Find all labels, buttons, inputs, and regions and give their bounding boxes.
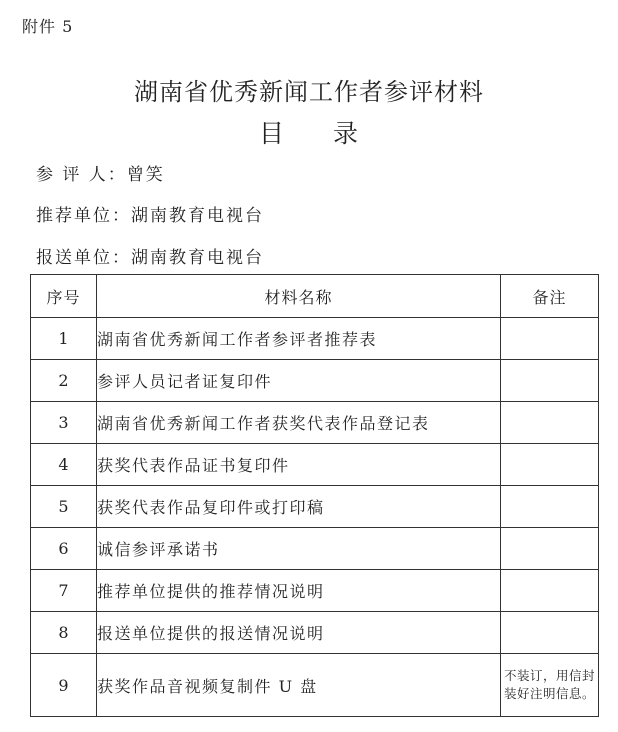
row-no: 1 [31,318,97,360]
row-name: 获奖代表作品复印件或打印稿 [97,486,501,528]
row-name: 获奖代表作品证书复印件 [97,444,501,486]
row-no: 9 [31,654,97,717]
row-no: 8 [31,612,97,654]
participant-value: 曾笑 [126,165,165,185]
table-row [31,654,599,717]
row-name: 参评人员记者证复印件 [97,360,501,402]
row-name: 湖南省优秀新闻工作者获奖代表作品登记表 [97,402,501,444]
table-row [31,570,599,612]
row-remark [501,402,599,444]
row-remark [501,528,599,570]
recommender-label: 推荐单位： [36,206,131,226]
subtitle-part-2: 录 [333,119,360,148]
row-remark [501,318,599,360]
row-name: 诚信参评承诺书 [97,528,501,570]
table-row [31,360,599,402]
participant-label: 参 评 人： [36,165,127,185]
recommender-row [36,201,264,226]
row-no: 3 [31,402,97,444]
table-row [31,612,599,654]
header-no: 序号 [31,275,97,318]
table-row [31,318,599,360]
header-name: 材料名称 [97,275,501,318]
submitter-label: 报送单位： [36,248,131,268]
row-no: 5 [31,486,97,528]
row-remark: 不装订，用信封装好注明信息。 [501,654,599,717]
table-row [31,402,599,444]
row-remark [501,444,599,486]
row-no: 2 [31,360,97,402]
table-row [31,444,599,486]
table-header-row [31,275,599,318]
row-no: 6 [31,528,97,570]
row-name: 获奖作品音视频复制件 U 盘 [97,654,501,717]
row-remark [501,570,599,612]
header-remark: 备注 [501,275,599,318]
document-title: 湖南省优秀新闻工作者参评材料 [134,78,484,106]
row-remark [501,486,599,528]
participant-row [36,160,165,185]
table-row [31,486,599,528]
submitter-value: 湖南教育电视台 [131,248,264,268]
recommender-value: 湖南教育电视台 [131,206,264,226]
row-name: 报送单位提供的报送情况说明 [97,612,501,654]
submitter-row [36,243,264,268]
attachment-label: 附件 5 [22,17,74,36]
row-remark [501,612,599,654]
row-name: 推荐单位提供的推荐情况说明 [97,570,501,612]
row-name: 湖南省优秀新闻工作者参评者推荐表 [97,318,501,360]
document-subtitle [0,114,618,150]
subtitle-part-1: 目 [258,119,285,148]
row-remark [501,360,599,402]
row-no: 7 [31,570,97,612]
materials-table [30,274,599,717]
table-row [31,528,599,570]
row-no: 4 [31,444,97,486]
